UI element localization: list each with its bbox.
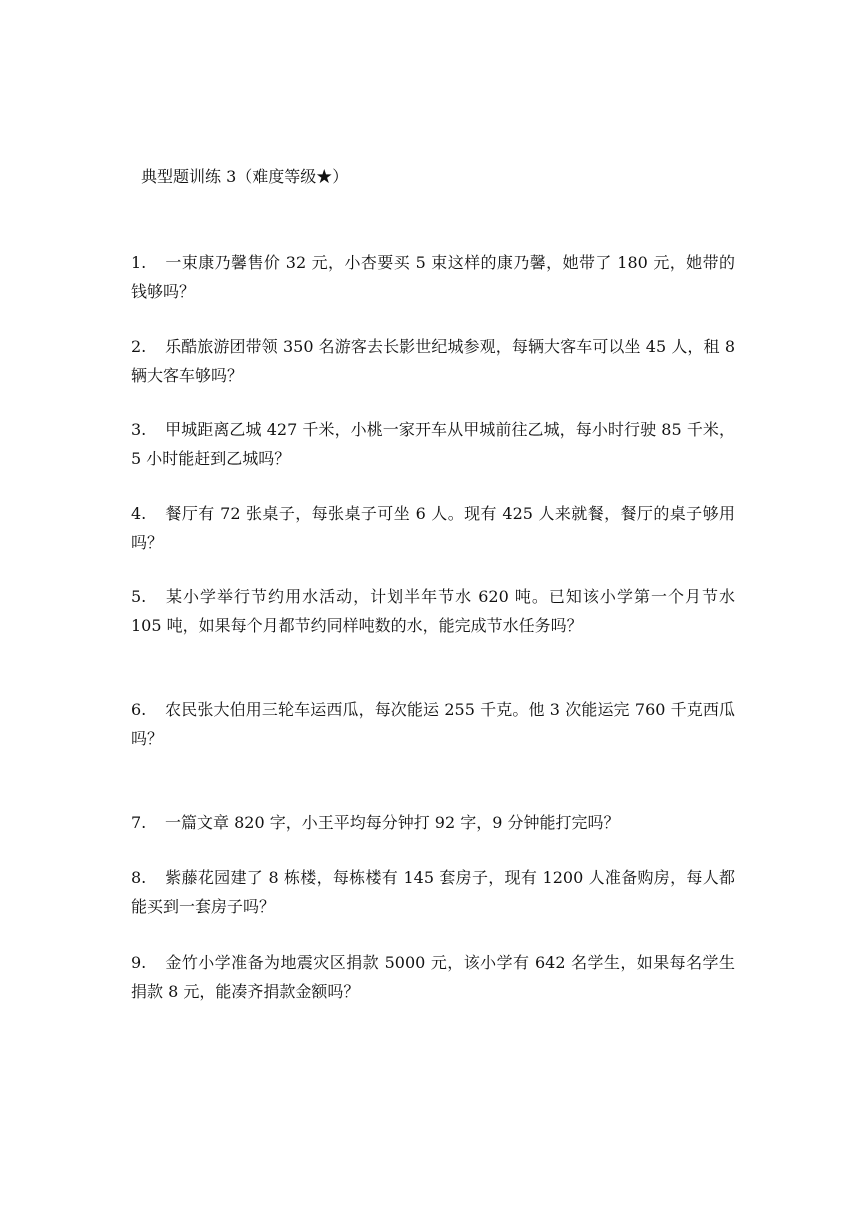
question-text: 一束康乃馨售价 32 元，小杏要买 5 束这样的康乃馨，她带了 180 元，她带的钱够吗？ <box>131 253 735 301</box>
question-7 <box>131 808 735 837</box>
question-number: 2. <box>131 337 147 356</box>
question-1 <box>131 248 735 306</box>
question-8 <box>131 863 735 921</box>
question-2 <box>131 332 735 390</box>
question-number: 7. <box>131 813 147 832</box>
question-text: 某小学举行节约用水活动，计划半年节水 620 吨。已知该小学第一个月节水 105 吨，如果每个月都节约同样吨数的水，能完成节水任务吗？ <box>131 587 735 635</box>
page-title: 典型题训练 3（难度等级★） <box>141 167 349 186</box>
question-number: 5. <box>131 587 147 606</box>
question-text: 金竹小学准备为地震灾区捐款 5000 元，该小学有 642 名学生，如果每名学生捐款 8 元，能凑齐捐款金额吗？ <box>131 953 735 1001</box>
question-number: 9. <box>131 953 147 972</box>
question-number: 4. <box>131 504 147 523</box>
question-9 <box>131 948 735 1006</box>
question-number: 3. <box>131 420 147 439</box>
question-number: 8. <box>131 868 147 887</box>
question-text: 一篇文章 820 字，小王平均每分钟打 92 字，9 分钟能打完吗？ <box>165 813 620 832</box>
question-4 <box>131 499 735 557</box>
question-number: 1. <box>131 253 147 272</box>
question-5 <box>131 582 735 640</box>
question-text: 紫藤花园建了 8 栋楼，每栋楼有 145 套房子，现有 1200 人准备购房，每人都能买到一套房子吗？ <box>131 868 735 916</box>
question-6 <box>131 695 735 753</box>
question-3 <box>131 415 735 473</box>
question-text: 甲城距离乙城 427 千米，小桃一家开车从甲城前往乙城，每小时行驶 85 千米，5 小时能赶到乙城吗？ <box>131 420 735 468</box>
question-text: 农民张大伯用三轮车运西瓜，每次能运 255 千克。他 3 次能运完 760 千克西瓜吗？ <box>131 700 735 748</box>
question-number: 6. <box>131 700 147 719</box>
question-text: 餐厅有 72 张桌子，每张桌子可坐 6 人。现有 425 人来就餐，餐厅的桌子够用吗？ <box>131 504 735 552</box>
question-text: 乐酷旅游团带领 350 名游客去长影世纪城参观，每辆大客车可以坐 45 人，租 8 辆大客车够吗？ <box>131 337 735 385</box>
